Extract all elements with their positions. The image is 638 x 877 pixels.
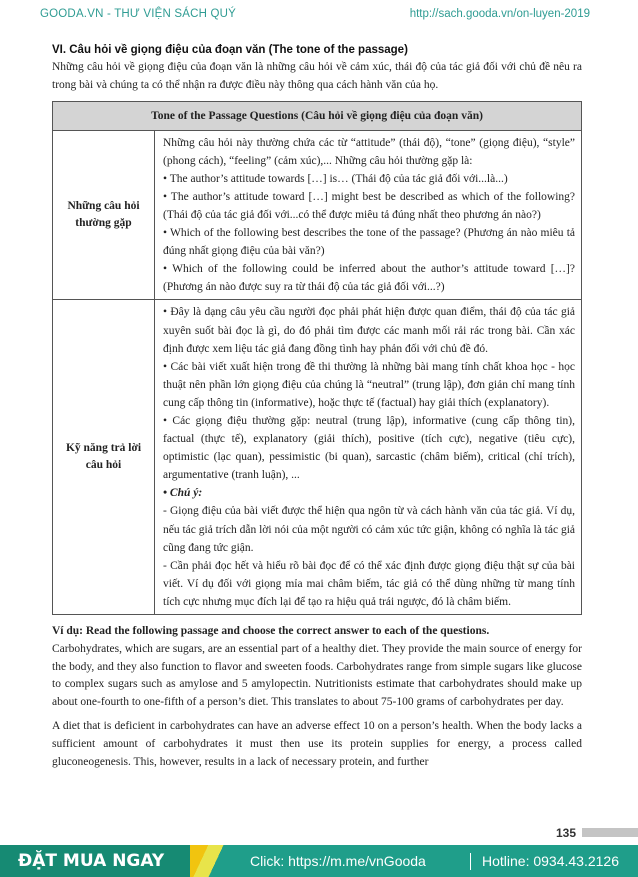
note-label: • Chú ý: — [163, 487, 203, 500]
hotline-link[interactable]: Hotline: 0934.43.2126 — [482, 853, 619, 869]
page-number: 135 — [556, 826, 577, 840]
section-title: VI. Câu hỏi về giọng điệu của đoạn văn (The tone of the passage) — [52, 44, 408, 56]
row-line: • The author’s attitude towards […] is… (Thái độ của tác giả đối với...là...) — [163, 172, 508, 185]
page-content — [52, 42, 582, 771]
page-header — [0, 0, 638, 30]
row-line: • Which of the following best describes the tone of the passage? (Phương án nào miêu tả đúng nhất giọng điệu của bài văn?) — [163, 227, 575, 258]
table-header: Tone of the Passage Questions (Câu hỏi về giọng điệu của đoạn văn) — [53, 101, 582, 130]
row-body — [155, 300, 582, 615]
tone-table — [52, 101, 582, 615]
row-line: • Đây là dạng câu yêu cầu người đọc phải phát hiện được quan điểm, thái độ của tác giả xuyên suốt bài đọc là gì, do đó phải tìm được các manh mối rải rác trong bài. Cần xác định được xem liệu tác giả đang đồng tình hay phản đối với chủ đề đó. — [163, 306, 575, 355]
header-brand: GOODA.VN - THƯ VIỆN SÁCH QUÝ — [40, 8, 237, 20]
page-number-bar — [582, 828, 638, 837]
row-line: • The author’s attitude toward […] might best be described as which of the following? (Thái độ của tác giả đối với...có thể được miêu tả đúng nhất theo phương án nào?) — [163, 190, 575, 221]
row-label: Những câu hỏi thường gặp — [53, 130, 155, 300]
table-row — [53, 300, 582, 615]
row-line: Những câu hỏi này thường chứa các từ “attitude” (thái độ), “tone” (giọng điệu), “style” (phong cách), “feeling” (cảm xúc),... Những câu hỏi thường gặp là: — [163, 136, 575, 167]
row-line: • Which of the following could be inferred about the author’s attitude toward […]? (Phương án nào được suy ra từ thái độ của tác giả đối với...?) — [163, 263, 575, 294]
note-line: - Giọng điệu của bài viết được thể hiện qua ngôn từ và cách hành văn của tác giả. Ví dụ, nếu tác giả trích dẫn lời nói của một người có cảm xúc tức giận, không có nghĩa là tác giả cũng đang tức giận. — [163, 505, 575, 554]
header-url-link[interactable]: http://sach.gooda.vn/on-luyen-2019 — [409, 8, 590, 20]
footer-divider — [470, 853, 471, 870]
table-row — [53, 130, 582, 300]
example-title: Ví dụ: Read the following passage and choose the correct answer to each of the questions. — [52, 625, 490, 638]
footer-banner — [0, 845, 638, 877]
example-paragraph: Carbohydrates, which are sugars, are an essential part of a healthy diet. They provide the main source of energy for the body, and they also function to flavor and sweeten foods. Carbohydrates range from simple sugars like glucose to complex sugars such as amylose and 5 amylopectin. Nutritionists estimate that carbohydrates should make up about one-fourth to one-fifth of a person’s diet. This translates to about 75-100 grams of carbohydrates per day. — [52, 642, 582, 709]
row-body — [155, 130, 582, 300]
section-intro: Những câu hỏi về giọng điệu của đoạn văn là những câu hỏi về cảm xúc, thái độ của tác giả đối với chủ đề nêu ra trong bài và chúng ta có thể nhận ra được điều này thông qua cách hành văn của họ. — [52, 61, 582, 91]
example-section — [52, 623, 582, 771]
row-line: • Các bài viết xuất hiện trong đề thi thường là những bài mang tính chất khoa học - học thuật nên phần lớn giọng điệu của chúng là “neutral” (trung lập), đơn giản chỉ mang tính cung cấp thông tin (informative), hoặc thực tế (factual) hay giải thích (explanatory). — [163, 360, 575, 409]
note-line: - Cần phải đọc hết và hiểu rõ bài đọc để có thể xác định được giọng điệu thật sự của bài viết. Ví dụ đối với giọng mỉa mai châm biếm, tác giả có thể dùng những từ mang tính tích cực nhưng mục đích lại để tạo ra hiệu quả trái ngược, đó là châm biếm. — [163, 559, 575, 608]
order-now-button[interactable]: ĐẶT MUA NGAY — [0, 845, 195, 877]
messenger-link[interactable]: Click: https://m.me/vnGooda — [250, 853, 426, 869]
example-paragraph: A diet that is deficient in carbohydrates can have an adverse effect 10 on a person’s health. When the body lacks a sufficient amount of carbohydrates it must then use its protein supplies for energy, a process called gluconeogenesis. This, however, results in a lack of necessary protein, and further — [52, 720, 582, 768]
row-label: Kỹ năng trả lời câu hỏi — [53, 300, 155, 615]
row-line: • Các giọng điệu thường gặp: neutral (trung lập), informative (cung cấp thông tin), factual (thực tế), explanatory (giải thích), positive (tích cực), negative (tiêu cực), optimistic (lạc quan), pessimistic (bi quan), sarcastic (châm biếm), critical (chỉ trích), argumentative (tranh luận), ... — [163, 415, 575, 482]
footer-stripe-decoration — [190, 845, 236, 877]
